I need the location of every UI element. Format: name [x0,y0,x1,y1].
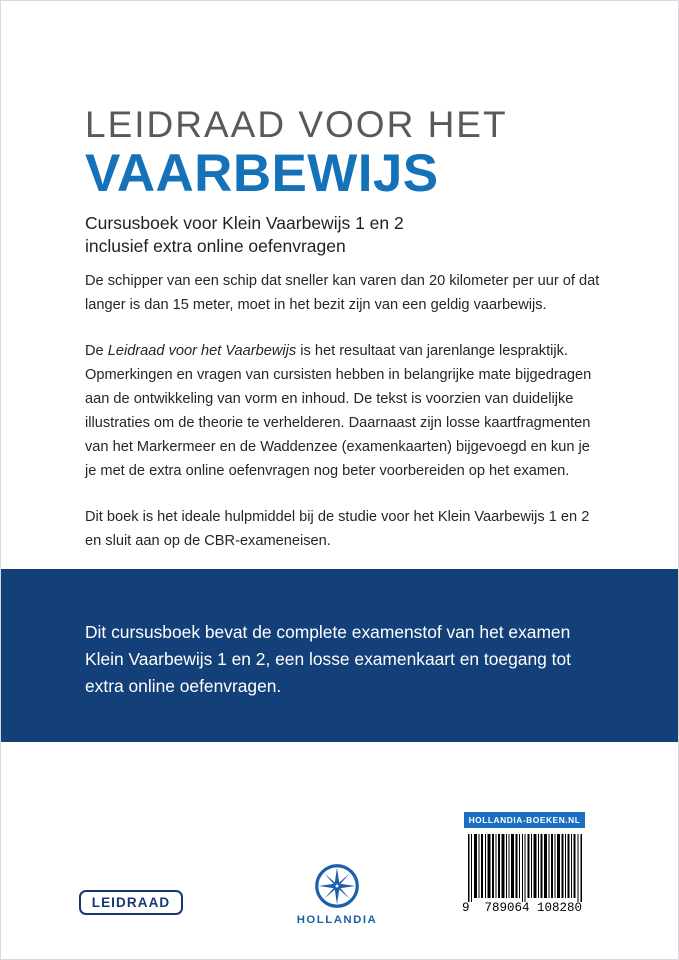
page-subtitle [85,212,605,257]
title-block [85,105,605,257]
page-title-main: VAARBEWIJS [85,144,439,203]
blurb-paragraph-2-post: is het resultaat van jarenlange lespraktijk. Opmerkingen en vragen van cursisten hebben in belangrijke mate bijgedragen aan de ontwikkeling van vorm en inhoud. De tekst is voorzien van duidelijke illustraties om de theorie te verhelderen. Daarnaast zijn losse kaartfragmenten van het Markermeer en de Waddenzee (examenkaarten) bijgevoegd en kun je je met de extra online oefenvragen nog beter voorbereiden op het examen. [85,343,592,479]
blurb-text [85,269,605,553]
page-subtitle-line-1: Cursusboek voor Klein Vaarbewijs 1 en 2 [85,213,404,233]
barcode-number: 9 789064 108280 [462,901,583,915]
hollandia-logo [291,863,383,926]
barcode-block [460,812,588,915]
blurb-paragraph-1: De schipper van een schip dat sneller kan varen dan 20 kilometer per uur of dat langer is dan 15 meter, moet in het bezit zijn van een geldig vaarbewijs. [85,273,600,313]
highlight-line-3: extra online oefenvragen. [85,676,282,696]
leidraad-logo [79,890,183,915]
blurb-paragraph-2-pre: De [85,343,108,359]
highlight-band-text [85,619,615,700]
publisher-website-label: HOLLANDIA-BOEKEN.NL [464,812,585,828]
book-title-italic: Leidraad voor het Vaarbewijs [107,343,297,359]
highlight-band [1,569,679,742]
ean13-barcode-icon [467,834,583,902]
blurb-paragraph-2 [85,339,605,483]
compass-rose-icon [314,863,360,909]
leidraad-logo-label: LEIDRAAD [91,894,171,910]
page-title-top-line: LEIDRAAD VOOR HET [85,104,508,145]
hollandia-logo-label: HOLLANDIA [296,914,378,926]
page-subtitle-line-2: inclusief extra online oefenvragen [85,235,346,256]
highlight-line-1: Dit cursusboek bevat de complete examenstof van het examen [85,622,571,642]
highlight-line-2: Klein Vaarbewijs 1 en 2, een losse examenkaart en toegang tot [85,649,571,669]
blurb-paragraph-3: Dit boek is het ideale hulpmiddel bij de studie voor het Klein Vaarbewijs 1 en 2 en sluit aan op de CBR-exameneisen. [85,509,590,549]
